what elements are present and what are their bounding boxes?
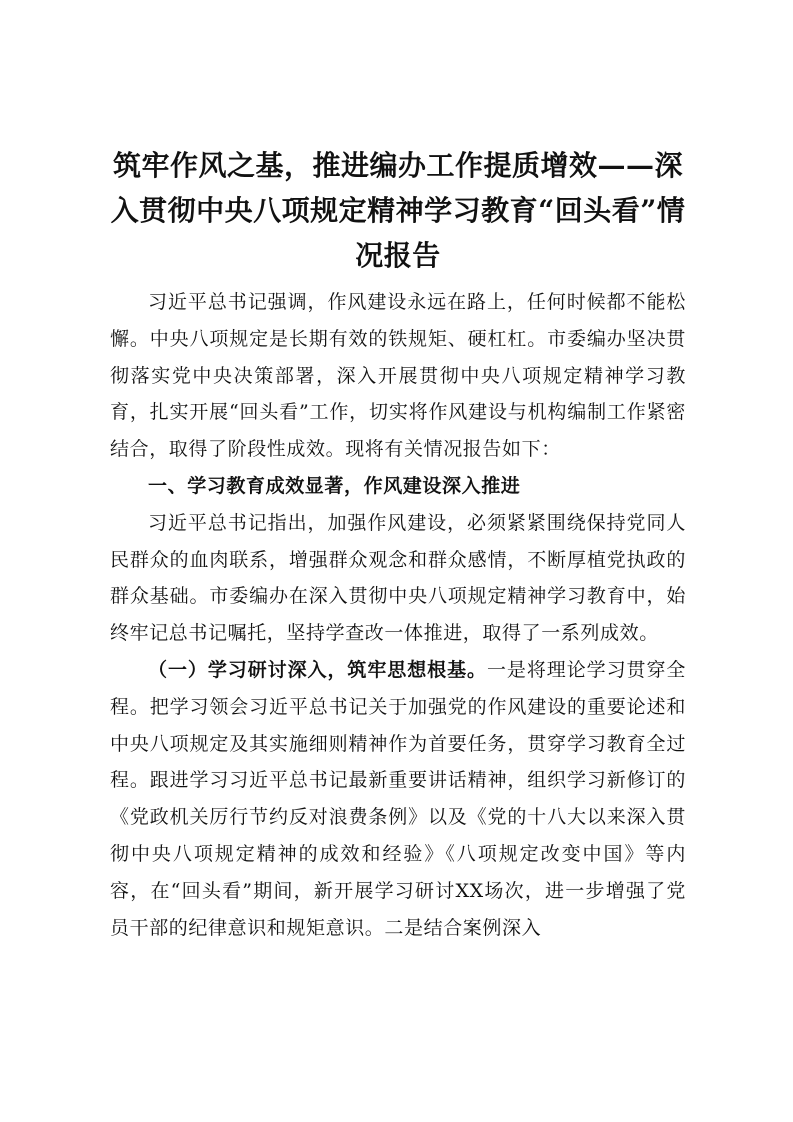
intro-paragraph: 习近平总书记强调，作风建设永远在路上，任何时候都不能松懈。中央八项规定是长期有效的铁规矩、硬杠杠。市委编办坚决贯彻落实党中央决策部署，深入开展贯彻中央八项规定精神学习教育，扎实开展“回头看”工作，切实将作风建设与机构编制工作紧密结合，取得了阶段性成效。现将有关情况报告如下： xyxy=(110,291,686,461)
document-body xyxy=(110,143,686,946)
subsection-1-paragraph xyxy=(110,652,686,946)
document-title: 筑牢作风之基，推进编办工作提质增效——深入贯彻中央八项规定精神学习教育“回头看”情况报告 xyxy=(110,149,686,272)
section-1-heading: 一、学习教育成效显著，作风建设深入推进 xyxy=(148,474,521,497)
subsection-1-lead: （一）学习研讨深入，筑牢思想根基。 xyxy=(148,658,487,681)
section-1-paragraph: 习近平总书记指出，加强作风建设，必须紧紧围绕保持党同人民群众的血肉联系，增强群众观念和群众感情，不断厚植党执政的群众基础。市委编办在深入贯彻中央八项规定精神学习教育中，始终牢记总书记嘱托，坚持学查改一体推进，取得了一系列成效。 xyxy=(110,511,686,645)
subsection-1-body: 一是将理论学习贯穿全程。把学习领会习近平总书记关于加强党的作风建设的重要论述和中央八项规定及其实施细则精神作为首要任务，贯穿学习教育全过程。跟进学习习近平总书记最新重要讲话精神，组织学习新修订的《党政机关厉行节约反对浪费条例》以及《党的十八大以来深入贯彻中央八项规定精神的成效和经验》《八项规定改变中国》等内容，在“回头看”期间，新开展学习研讨XX场次，进一步增强了党员干部的纪律意识和规矩意识。二是结合案例深入 xyxy=(110,658,686,939)
